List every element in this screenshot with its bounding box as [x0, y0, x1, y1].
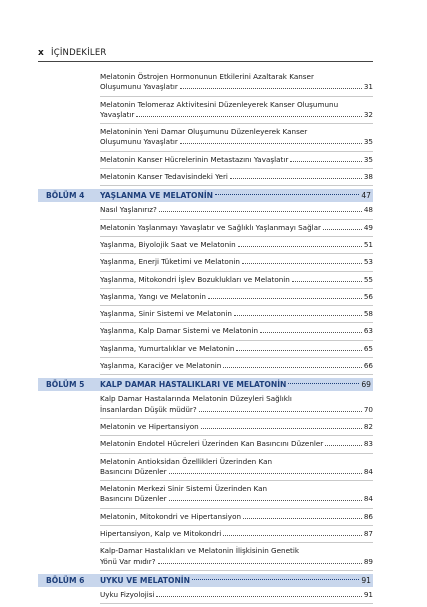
toc-entry-text: Melatoninin Yeni Damar Oluşumunu Düzenleyerek Kanser: [100, 127, 308, 137]
dot-leader: [260, 332, 362, 333]
header-title: İÇİNDEKİLER: [51, 48, 107, 58]
toc-entry-line: [100, 292, 373, 302]
toc-entry[interactable]: [100, 72, 373, 97]
toc-entry-text: Kalp Damar Hastalarında Melatonin Düzeyleri Sağlıklı: [100, 394, 292, 404]
chapter-title: UYKU VE MELATONİN: [100, 575, 190, 585]
toc-entry-text: Yaşlanma, Karaciğer ve Melatonin: [100, 361, 222, 371]
toc-page-number: 65: [363, 343, 373, 353]
toc-entry-line: [100, 405, 373, 415]
toc-entry-text: Oluşumunu Yavaşlatır: [100, 137, 178, 147]
dot-leader: [199, 411, 362, 412]
toc-entry[interactable]: [100, 292, 373, 306]
toc-entry-line: [100, 546, 373, 556]
toc-entry-line: [100, 529, 373, 539]
toc-entry[interactable]: [100, 546, 373, 571]
toc-entry-text: Yönü Var mıdır?: [100, 556, 156, 566]
toc-entry[interactable]: [100, 127, 373, 152]
toc-entry-text: Uyku Fizyolojisi: [100, 589, 155, 599]
toc-page-number: 84: [363, 466, 373, 476]
toc-entry-text: Oluşumunu Yavaşlatır: [100, 82, 178, 92]
toc-entry[interactable]: [100, 326, 373, 340]
toc-entry[interactable]: [100, 205, 373, 219]
toc-page-number: 55: [363, 274, 373, 284]
toc-entry-text: Melatonin Telomeraz Aktivitesini Düzenleyerek Kanser Oluşumunu: [100, 99, 339, 109]
toc-entry-line: [100, 223, 373, 233]
toc-entry-line: [100, 557, 373, 567]
toc-page-number: 32: [363, 109, 373, 119]
toc-entry-text: Kalp-Damar Hastalıkları ve Melatonin İlişkisinin Genetik: [100, 546, 299, 556]
dot-leader: [325, 445, 362, 446]
toc-entry-text: Melatonin, Mitokondri ve Hipertansiyon: [100, 511, 242, 521]
toc-entry-text: Yaşlanma, Yumurtalıklar ve Melatonin: [100, 343, 235, 353]
toc-entry-line: [100, 205, 373, 215]
toc-entry-line: [100, 240, 373, 250]
toc-entry-line: [100, 422, 373, 432]
toc-page-number: 86: [363, 511, 373, 521]
toc-entry-line: [100, 257, 373, 267]
dot-leader: [230, 178, 362, 179]
dot-leader: [243, 518, 362, 519]
toc-entry[interactable]: [100, 590, 373, 604]
toc-page-number: 49: [363, 222, 373, 232]
toc-entry-line: [100, 361, 373, 371]
toc-page-number: 89: [363, 556, 373, 566]
toc-entry-text: Yaşlanma, Mitokondri İşlev Bozuklukları ve Melatonin: [100, 274, 290, 284]
toc-entry-text: Yaşlanma, Enerji Tüketimi ve Melatonin: [100, 257, 240, 267]
toc-entry[interactable]: [100, 394, 373, 419]
toc-entry-text: Basıncını Düzenler: [100, 466, 167, 476]
toc-entry[interactable]: [100, 172, 373, 186]
toc-page-number: 87: [363, 529, 373, 539]
toc-entry-line: [100, 309, 373, 319]
toc-entry-line: [100, 457, 373, 467]
chapter-label: BÖLÜM 6: [46, 575, 85, 585]
toc-entry-text: Melatonin Kanser Hücrelerinin Metastazını Yavaşlatır: [100, 154, 289, 164]
toc-entry-line: [100, 110, 373, 120]
dot-leader: [192, 579, 359, 580]
toc-entry-text: Melatonin Yaşlanmayı Yavaşlatır ve Sağlıklı Yaşlanmayı Sağlar: [100, 222, 321, 232]
toc-entry-line: [100, 275, 373, 285]
toc-entry-text: Yaşlanma, Biyolojik Saat ve Melatonin: [100, 239, 236, 249]
toc-entry-line: [100, 467, 373, 477]
chapter-page-number: 47: [361, 191, 371, 201]
dot-leader: [234, 315, 362, 316]
toc-entry-text: Melatonin Antioksidan Özellikleri Üzerinden Kan: [100, 456, 273, 466]
table-of-contents: [38, 72, 373, 607]
toc-entry-line: [100, 137, 373, 147]
dot-leader: [290, 161, 362, 162]
dot-leader: [236, 350, 361, 351]
dot-leader: [201, 428, 362, 429]
toc-entry[interactable]: [100, 512, 373, 526]
toc-entry-text: Yavaşlatır: [100, 109, 135, 119]
toc-entry-line: [100, 82, 373, 92]
dot-leader: [292, 281, 362, 282]
toc-entry-text: Nasıl Yaşlanırız?: [100, 205, 157, 215]
toc-entry-text: Hipertansiyon, Kalp ve Mitokondri: [100, 529, 222, 539]
toc-entry-line: [100, 512, 373, 522]
toc-entry-text: Melatonin Merkezi Sinir Sistemi Üzerinden Kan: [100, 484, 268, 494]
toc-page-number: 58: [363, 309, 373, 319]
toc-entry-text: İnsanlardan Düşük müdür?: [100, 404, 197, 414]
toc-page-number: 66: [363, 361, 373, 371]
toc-page-number: 38: [363, 172, 373, 182]
toc-entry-line: [100, 127, 373, 137]
dot-leader: [158, 563, 362, 564]
header-page-number: x: [38, 48, 44, 58]
toc-entry-line: [100, 590, 373, 600]
toc-page-number: 63: [363, 326, 373, 336]
toc-page-number: 31: [363, 82, 373, 92]
toc-page-number: 35: [363, 137, 373, 147]
toc-page-number: 70: [363, 404, 373, 414]
chapter-heading[interactable]: [38, 189, 373, 202]
dot-leader: [156, 596, 361, 597]
dot-leader: [215, 194, 359, 195]
toc-entry[interactable]: [100, 155, 373, 169]
toc-page-number: 51: [363, 239, 373, 249]
toc-entry-text: Melatonin Östrojen Hormonunun Etkilerini Azaltarak Kanser: [100, 72, 314, 81]
toc-entry-line: [100, 394, 373, 404]
dot-leader: [169, 473, 362, 474]
toc-entry-text: Basıncını Düzenler: [100, 494, 167, 504]
chapter-heading[interactable]: [38, 574, 373, 587]
toc-entry-line: [100, 484, 373, 494]
toc-entry-text: Yaşlanma, Yangı ve Melatonin: [100, 291, 206, 301]
dot-leader: [169, 500, 362, 501]
toc-entry-text: Yaşlanma, Sinir Sistemi ve Melatonin: [100, 309, 232, 319]
toc-page-number: 83: [363, 439, 373, 449]
toc-entry[interactable]: [100, 422, 373, 436]
toc-entry[interactable]: [100, 309, 373, 323]
dot-leader: [238, 246, 362, 247]
toc-entry[interactable]: [100, 344, 373, 358]
toc-entry[interactable]: [100, 240, 373, 254]
chapter-title: YAŞLANMA VE MELATONİN: [100, 191, 214, 201]
dot-leader: [242, 263, 362, 264]
toc-entry[interactable]: [100, 484, 373, 509]
toc-entry-line: [100, 494, 373, 504]
chapter-title: KALP DAMAR HASTALIKLARI VE MELATONİN: [100, 380, 287, 390]
toc-entry[interactable]: [100, 223, 373, 237]
toc-entry[interactable]: [100, 439, 373, 453]
toc-page-number: 82: [363, 421, 373, 431]
chapter-label: BÖLÜM 4: [46, 191, 85, 201]
toc-entry-text: Melatonin Kanser Tedavisindeki Yeri: [100, 172, 228, 182]
header-rule: [38, 61, 373, 62]
toc-entry-line: [100, 100, 373, 110]
dot-leader: [136, 116, 361, 117]
dot-leader: [208, 298, 362, 299]
toc-entry-line: [100, 72, 373, 82]
chapter-page-number: 91: [361, 575, 371, 585]
toc-entry-line: [100, 344, 373, 354]
toc-entry[interactable]: [100, 361, 373, 375]
toc-entry[interactable]: [100, 100, 373, 125]
toc-entry[interactable]: [100, 457, 373, 482]
toc-page-number: 84: [363, 494, 373, 504]
toc-entry-line: [100, 155, 373, 165]
dot-leader: [288, 383, 359, 384]
toc-entry[interactable]: [100, 529, 373, 543]
toc-entry-text: Melatonin Endotel Hücreleri Üzerinden Kan Basıncını Düzenler: [100, 439, 324, 449]
dot-leader: [180, 88, 362, 89]
toc-page-number: 91: [363, 589, 373, 599]
toc-entry-line: [100, 172, 373, 182]
toc-entry[interactable]: [100, 257, 373, 271]
dot-leader: [223, 535, 362, 536]
dot-leader: [323, 229, 362, 230]
chapter-heading[interactable]: [38, 378, 373, 391]
dot-leader: [223, 367, 362, 368]
toc-entry[interactable]: [100, 275, 373, 289]
dot-leader: [159, 211, 362, 212]
toc-entry-text: Melatonin ve Hipertansiyon: [100, 421, 199, 431]
dot-leader: [180, 143, 362, 144]
toc-entry-text: Yaşlanma, Kalp Damar Sistemi ve Melatonin: [100, 326, 259, 336]
chapter-page-number: 69: [361, 380, 371, 390]
chapter-label: BÖLÜM 5: [46, 380, 85, 390]
toc-page-number: 48: [363, 205, 373, 215]
toc-page-number: 53: [363, 257, 373, 267]
toc-entry-line: [100, 439, 373, 449]
toc-page-number: 56: [363, 291, 373, 301]
toc-entry-line: [100, 326, 373, 336]
toc-page-number: 35: [363, 154, 373, 164]
